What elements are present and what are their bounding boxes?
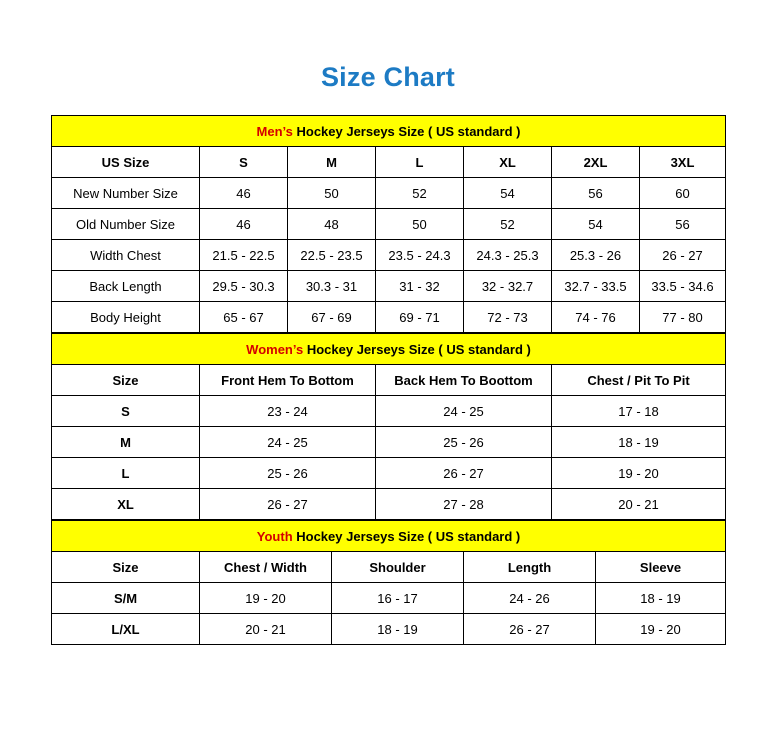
table-header-row [52, 552, 726, 583]
mens-banner-rest: Hockey Jerseys Size ( US standard ) [292, 123, 521, 139]
table-cell: 72 - 73 [464, 302, 552, 333]
mens-banner [52, 116, 726, 147]
column-header: Shoulder [332, 552, 464, 583]
table-row [52, 271, 726, 302]
table-row [52, 583, 726, 614]
row-label: S [52, 396, 200, 427]
row-label: L [52, 458, 200, 489]
table-cell: 24 - 25 [200, 427, 376, 458]
table-cell: 52 [376, 178, 464, 209]
column-header: Front Hem To Bottom [200, 365, 376, 396]
table-cell: 26 - 27 [200, 489, 376, 520]
youth-size-table [51, 520, 726, 645]
table-row [52, 458, 726, 489]
table-cell: 29.5 - 30.3 [200, 271, 288, 302]
table-cell: 24 - 26 [464, 583, 596, 614]
table-cell: 20 - 21 [200, 614, 332, 645]
table-row [52, 614, 726, 645]
row-label: Back Length [52, 271, 200, 302]
table-cell: 23 - 24 [200, 396, 376, 427]
womens-banner-rest: Hockey Jerseys Size ( US standard ) [303, 341, 531, 357]
table-cell: 16 - 17 [332, 583, 464, 614]
youth-banner [52, 521, 726, 552]
table-row [52, 427, 726, 458]
table-cell: 22.5 - 23.5 [288, 240, 376, 271]
table-cell: 26 - 27 [376, 458, 552, 489]
table-row [52, 209, 726, 240]
table-cell: 25 - 26 [200, 458, 376, 489]
column-header: Length [464, 552, 596, 583]
womens-banner [52, 334, 726, 365]
table-row [52, 489, 726, 520]
column-header: 2XL [552, 147, 640, 178]
table-cell: 19 - 20 [552, 458, 726, 489]
column-header: Size [52, 552, 200, 583]
column-header: 3XL [640, 147, 726, 178]
table-header-row [52, 365, 726, 396]
row-label: Body Height [52, 302, 200, 333]
table-row [52, 396, 726, 427]
youth-banner-rest: Hockey Jerseys Size ( US standard ) [292, 528, 521, 544]
table-cell: 65 - 67 [200, 302, 288, 333]
mens-banner-highlight: Men’s [256, 123, 293, 139]
column-header: M [288, 147, 376, 178]
table-row [52, 240, 726, 271]
table-cell: 19 - 20 [200, 583, 332, 614]
column-header: Size [52, 365, 200, 396]
table-header-row [52, 147, 726, 178]
table-cell: 50 [376, 209, 464, 240]
table-cell: 67 - 69 [288, 302, 376, 333]
column-header: Back Hem To Boottom [376, 365, 552, 396]
row-label: S/M [52, 583, 200, 614]
size-chart-page [0, 62, 776, 754]
table-cell: 30.3 - 31 [288, 271, 376, 302]
table-cell: 50 [288, 178, 376, 209]
table-cell: 25 - 26 [376, 427, 552, 458]
table-cell: 54 [464, 178, 552, 209]
table-cell: 74 - 76 [552, 302, 640, 333]
table-cell: 48 [288, 209, 376, 240]
page-title: Size Chart [320, 62, 456, 92]
table-cell: 52 [464, 209, 552, 240]
column-header: L [376, 147, 464, 178]
column-header: Sleeve [596, 552, 726, 583]
row-label: Width Chest [52, 240, 200, 271]
table-cell: 19 - 20 [596, 614, 726, 645]
table-cell: 23.5 - 24.3 [376, 240, 464, 271]
mens-size-table [51, 115, 726, 333]
table-cell: 77 - 80 [640, 302, 726, 333]
row-label: Old Number Size [52, 209, 200, 240]
row-label: New Number Size [52, 178, 200, 209]
table-cell: 33.5 - 34.6 [640, 271, 726, 302]
column-header: Chest / Width [200, 552, 332, 583]
table-cell: 18 - 19 [596, 583, 726, 614]
table-cell: 60 [640, 178, 726, 209]
row-label: L/XL [52, 614, 200, 645]
table-cell: 46 [200, 209, 288, 240]
table-cell: 56 [552, 178, 640, 209]
youth-banner-highlight: Youth [256, 528, 293, 544]
table-cell: 25.3 - 26 [552, 240, 640, 271]
table-cell: 46 [200, 178, 288, 209]
table-cell: 69 - 71 [376, 302, 464, 333]
table-cell: 24.3 - 25.3 [464, 240, 552, 271]
table-cell: 17 - 18 [552, 396, 726, 427]
table-cell: 56 [640, 209, 726, 240]
size-chart-container [51, 115, 725, 645]
table-row [52, 178, 726, 209]
youth-banner-row [52, 521, 726, 552]
table-row [52, 302, 726, 333]
table-cell: 21.5 - 22.5 [200, 240, 288, 271]
table-cell: 27 - 28 [376, 489, 552, 520]
table-cell: 24 - 25 [376, 396, 552, 427]
mens-banner-row [52, 116, 726, 147]
table-cell: 18 - 19 [552, 427, 726, 458]
womens-banner-row [52, 334, 726, 365]
table-cell: 31 - 32 [376, 271, 464, 302]
column-header: S [200, 147, 288, 178]
table-cell: 32.7 - 33.5 [552, 271, 640, 302]
table-cell: 32 - 32.7 [464, 271, 552, 302]
table-cell: 26 - 27 [464, 614, 596, 645]
womens-size-table [51, 333, 726, 520]
column-header: US Size [52, 147, 200, 178]
womens-banner-highlight: Women’s [246, 341, 304, 357]
table-cell: 20 - 21 [552, 489, 726, 520]
row-label: M [52, 427, 200, 458]
row-label: XL [52, 489, 200, 520]
table-cell: 18 - 19 [332, 614, 464, 645]
table-cell: 54 [552, 209, 640, 240]
table-cell: 26 - 27 [640, 240, 726, 271]
column-header: XL [464, 147, 552, 178]
column-header: Chest / Pit To Pit [552, 365, 726, 396]
